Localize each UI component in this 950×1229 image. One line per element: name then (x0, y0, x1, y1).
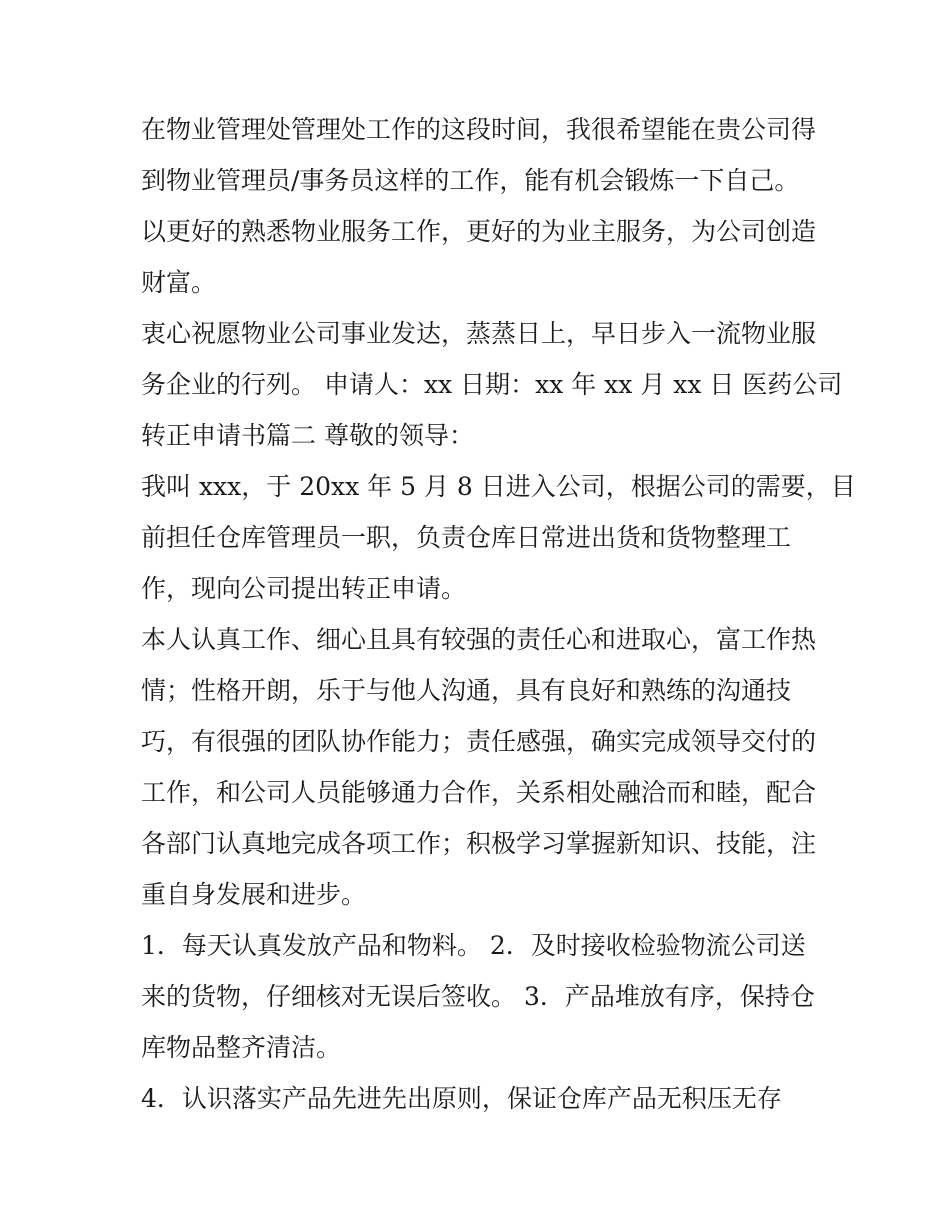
text-line: 库物品整齐清洁。 (141, 1033, 342, 1062)
text-line: 作，现向公司提出转正申请。 (141, 574, 467, 603)
document-body (141, 104, 856, 1124)
text-line: 我叫 xxx，于 20xx 年 5 月 8 日进入公司，根据公司的需要，目 (141, 472, 856, 501)
text-line: 以更好的熟悉物业服务工作，更好的为业主服务，为公司创造 (141, 217, 817, 246)
text-line: 各部门认真地完成各项工作；积极学习掌握新知识、技能，注 (141, 829, 817, 858)
text-line: 前担任仓库管理员一职，负责仓库日常进出货和货物整理工 (141, 523, 792, 552)
text-line: 情；性格开朗，乐于与他人沟通，具有良好和熟练的沟通技 (141, 676, 792, 705)
text-line: 4．认识落实产品先进先出原则，保证仓库产品无积压无存 (141, 1084, 782, 1113)
text-line: 巧，有很强的团队协作能力；责任感强，确实完成领导交付的 (141, 727, 817, 756)
text-line: 财富。 (141, 268, 217, 297)
text-line: 在物业管理处管理处工作的这段时间，我很希望能在贵公司得 (141, 115, 817, 144)
text-line: 工作，和公司人员能够通力合作，关系相处融洽而和睦，配合 (141, 778, 817, 807)
text-line: 1．每天认真发放产品和物料。 2．及时接收检验物流公司送 (141, 931, 806, 960)
text-line: 到物业管理员/事务员这样的工作，能有机会锻炼一下自己。 (141, 166, 800, 195)
text-line: 来的货物，仔细核对无误后签收。 3．产品堆放有序，保持仓 (141, 982, 815, 1011)
text-line: 衷心祝愿物业公司事业发达，蒸蒸日上，早日步入一流物业服 (141, 319, 817, 348)
text-line: 重自身发展和进步。 (141, 880, 367, 909)
text-line: 务企业的行列。 申请人：xx 日期：xx 年 xx 月 xx 日 医药公司 (141, 370, 843, 399)
text-line: 转正申请书篇二 尊敬的领导： (141, 421, 474, 450)
text-line: 本人认真工作、细心且具有较强的责任心和进取心，富工作热 (141, 625, 817, 654)
